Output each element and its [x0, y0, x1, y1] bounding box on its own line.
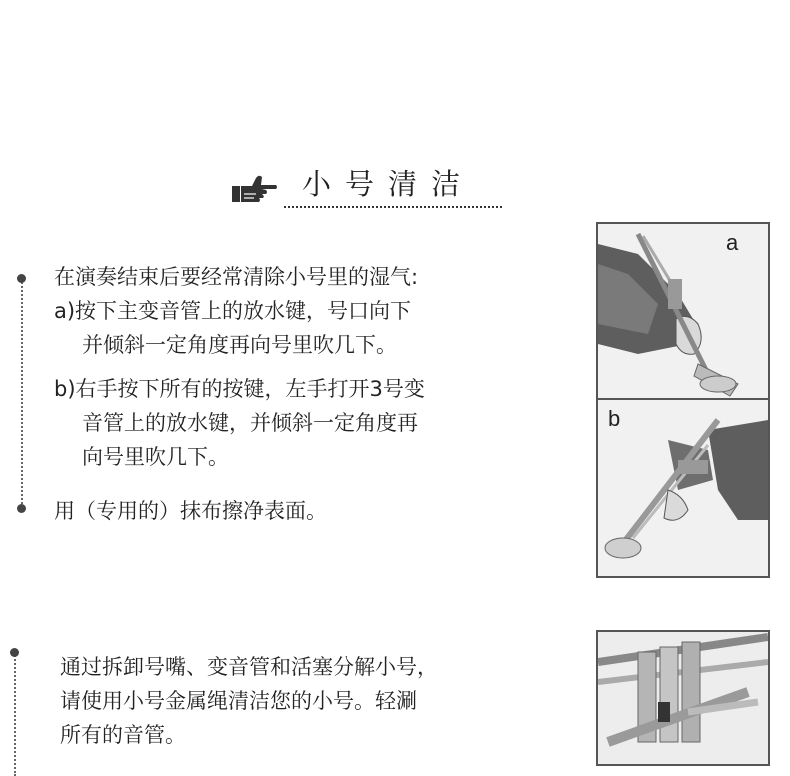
- valves-photo: [596, 630, 770, 766]
- figure-a-label: a: [726, 230, 739, 255]
- disassemble-line3: 所有的音管。: [60, 723, 186, 747]
- trumpet-drain-illustration-a: [598, 224, 768, 399]
- trumpet-valves-illustration: [598, 632, 768, 764]
- step-a-line1: a)按下主变音管上的放水键，号口向下: [54, 299, 412, 323]
- figure-a-photo: [596, 222, 770, 401]
- section-title: 小号清洁: [302, 167, 475, 201]
- trumpet-drain-illustration-b: [598, 400, 768, 576]
- timeline-line-2: [14, 652, 16, 776]
- wipe-text: 用（专用的）抹布擦净表面。: [54, 499, 327, 523]
- step-b-line2: 音管上的放水键，并倾斜一定角度再: [82, 411, 418, 435]
- intro-text: 在演奏结束后要经常清除小号里的湿气:: [54, 265, 419, 289]
- step-b-line3: 向号里吹几下。: [82, 445, 229, 469]
- step-b-line1: b)右手按下所有的按键，左手打开3号变: [54, 377, 425, 401]
- bullet-dot: [17, 504, 26, 513]
- title-underline: [284, 206, 502, 208]
- timeline-line-1: [21, 278, 23, 508]
- section-heading: [232, 166, 504, 212]
- bullet-dot: [17, 274, 26, 283]
- bullet-dot: [10, 648, 19, 657]
- figure-b-photo: [596, 398, 770, 578]
- step-a-line2: 并倾斜一定角度再向号里吹几下。: [82, 333, 397, 357]
- figure-b-label: b: [608, 406, 621, 431]
- pointing-hand-icon: [232, 174, 278, 204]
- disassemble-line1: 通过拆卸号嘴、变音管和活塞分解小号，: [60, 655, 438, 679]
- disassemble-line2: 请使用小号金属绳清洁您的小号。轻涮: [60, 689, 417, 713]
